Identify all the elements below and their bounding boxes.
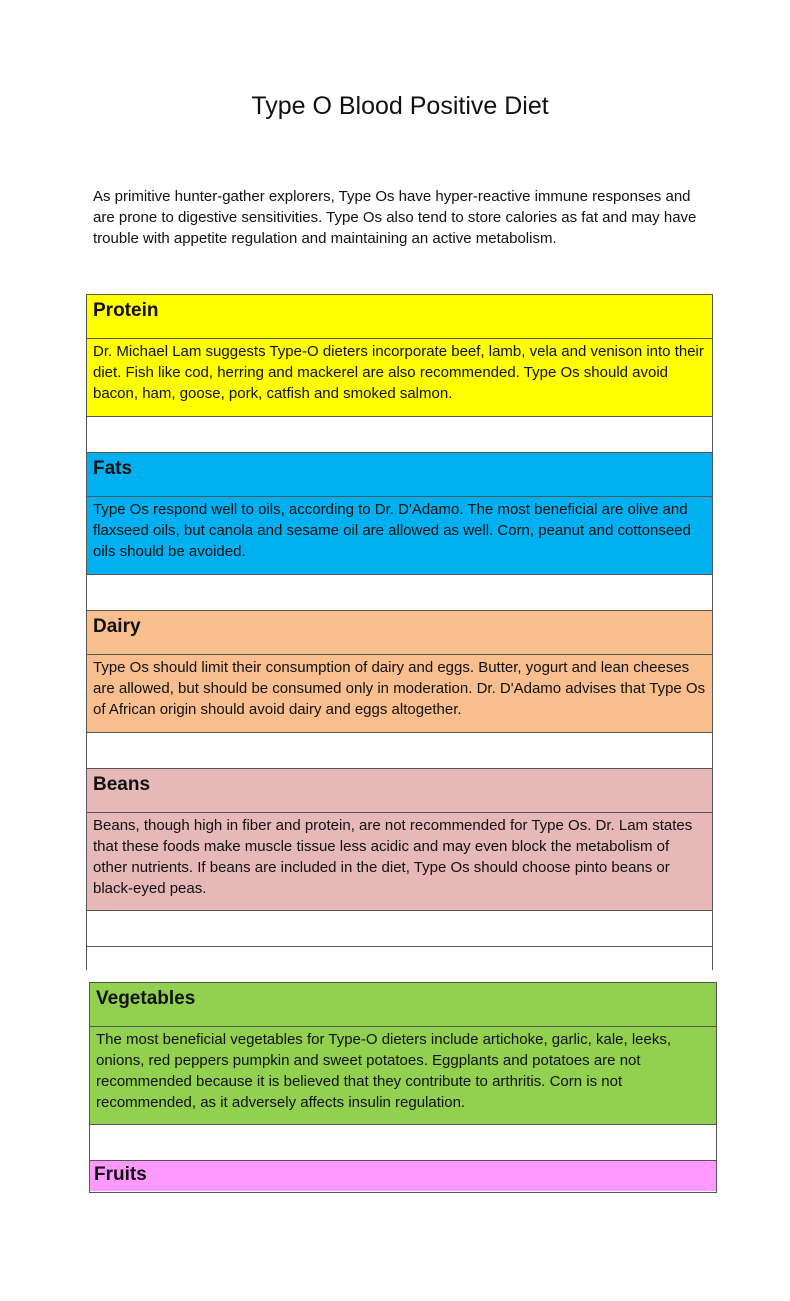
protein-heading: Protein bbox=[87, 295, 712, 339]
vegetables-text: The most beneficial vegetables for Type-O dieters include artichoke, garlic, kale, leeks, onions, red peppers pumpkin and sweet potatoes. Eggplants and potatoes are not recommended because it is believed that they contribute to arthritis. Corn is not recommended, as it adversely affects insulin regulation. bbox=[90, 1027, 716, 1125]
fats-text: Type Os respond well to oils, according to Dr. D'Adamo. The most beneficial are olive and flaxseed oils, but canola and sesame oil are allowed as well. Corn, peanut and cottonseed oils should be avoided. bbox=[87, 497, 712, 575]
page-title: Type O Blood Positive Diet bbox=[251, 92, 549, 120]
intro-paragraph: As primitive hunter-gather explorers, Type Os have hyper-reactive immune responses and are prone to digestive sensitivities. Type Os also tend to store calories as fat and may have trouble with appetite regulation and maintaining an active metabolism. bbox=[93, 188, 697, 247]
spacer-row bbox=[87, 417, 712, 453]
dairy-heading: Dairy bbox=[87, 611, 712, 655]
spacer-row bbox=[87, 733, 712, 769]
beans-heading: Beans bbox=[87, 769, 712, 813]
spacer-row bbox=[87, 947, 712, 970]
diet-table-main bbox=[86, 294, 713, 970]
spacer-row bbox=[87, 911, 712, 947]
spacer-row bbox=[87, 575, 712, 611]
fruits-heading: Fruits bbox=[90, 1161, 716, 1191]
fats-heading: Fats bbox=[87, 453, 712, 497]
spacer-row bbox=[90, 1125, 716, 1161]
dairy-text: Type Os should limit their consumption of dairy and eggs. Butter, yogurt and lean cheeses are allowed, but should be consumed only in moderation. Dr. D'Adamo advises that Type Os of African origin should avoid dairy and eggs altogether. bbox=[87, 655, 712, 733]
diet-table-secondary bbox=[89, 982, 717, 1193]
vegetables-heading: Vegetables bbox=[90, 983, 716, 1027]
beans-text: Beans, though high in fiber and protein, are not recommended for Type Os. Dr. Lam states that these foods make muscle tissue less acidic and may even block the metabolism of other nutrients. If beans are included in the diet, Type Os should choose pinto beans or black-eyed peas. bbox=[87, 813, 712, 911]
protein-text: Dr. Michael Lam suggests Type-O dieters incorporate beef, lamb, vela and venison into their diet. Fish like cod, herring and mackerel are also recommended. Type Os should avoid bacon, ham, goose, pork, catfish and smoked salmon. bbox=[87, 339, 712, 417]
